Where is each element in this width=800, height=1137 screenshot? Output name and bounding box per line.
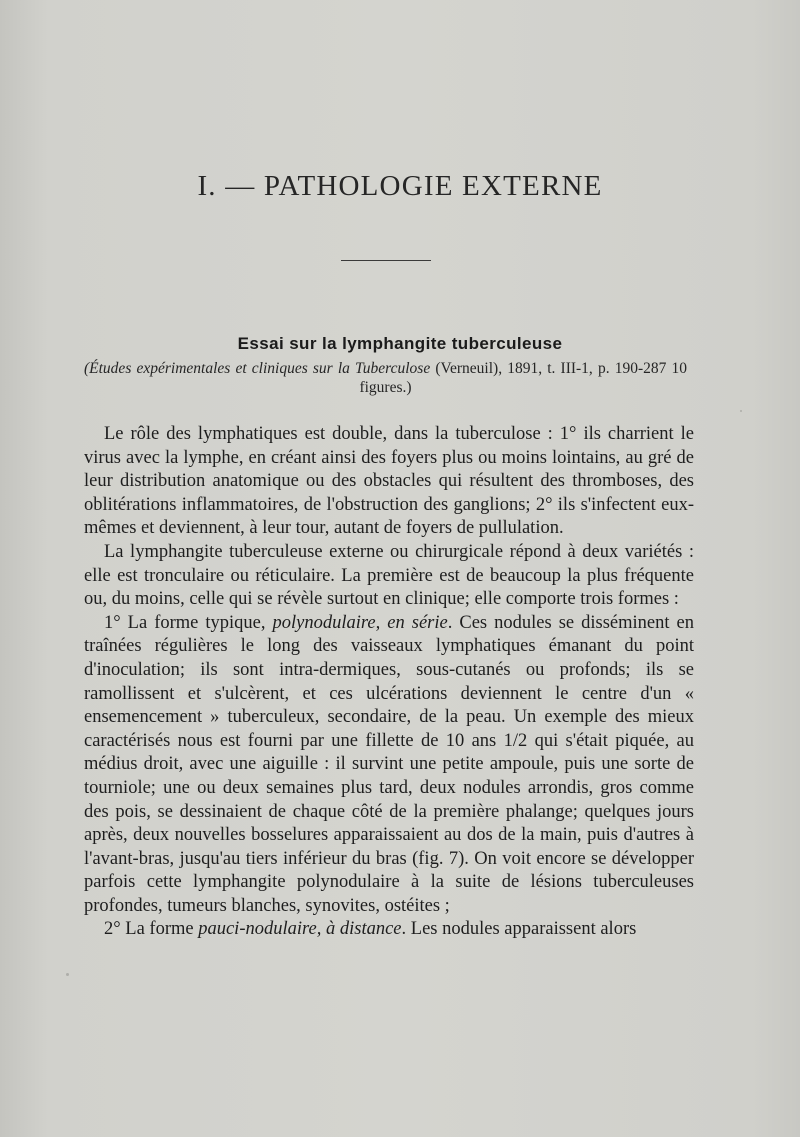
paragraph-1: Le rôle des lymphatiques est double, dans la tuberculose : 1° ils charrient le virus avec la lymphe, en créant ainsi des foyers plus ou moins lointains, au gré de leur distribution anatomique ou des obstacles qui résultent des thromboses, des oblitérations inflammatoires, de l'obstruction des ganglions; 2° ils s'infectent eux-mêmes et deviennent, à leur tour, autant de foyers de pullulation. [84, 424, 694, 539]
paragraph-4-lead: 2° La forme [104, 919, 199, 940]
body-text [84, 423, 694, 942]
citation-details: (Verneuil), 1891, t. III-1, p. 190-287 10 figures.) [359, 360, 687, 396]
paragraph-4-text: . Les nodules apparaissent alors [401, 919, 637, 940]
paragraph-3-emphasis: polynodulaire, en série [272, 612, 448, 633]
paragraph-2: La lymphangite tuberculeuse externe ou chirurgicale répond à deux variétés : elle est tronculaire ou réticulaire. La première est de beaucoup la plus fréquente ou, du moins, celle qui se révèle surtout en clinique; elle comporte trois formes : [84, 541, 694, 610]
essay-title: Essai sur la lymphangite tuberculeuse [237, 334, 563, 353]
section-title: I. — PATHOLOGIE EXTERNE [197, 170, 603, 202]
citation-source: (Études expérimentales et cliniques sur la Tuberculose [84, 360, 431, 377]
paragraph-4 [84, 918, 694, 942]
paper-speck [66, 973, 69, 976]
title-divider [341, 260, 431, 261]
essay-citation [84, 359, 687, 397]
paper-speck [740, 410, 742, 412]
paragraph-3-text: . Ces nodules se disséminent en traînées régulières le long des vaisseaux lymphatiques émanant du point d'inoculation; ils sont intra-dermiques, sous-cutanés ou profonds; ils se ramollissent et s'ulcèrent, et ces ulcérations deviennent le centre d'un « ensemencement » tuberculeux, secondaire, de la peau. Un exemple des mieux caractérisés nous est fourni par une fillette de 10 ans 1/2 qui s'était piquée, au médius droit, avec une aiguille : il survint une petite ampoule, puis une sorte de tourniole; une ou deux semaines plus tard, deux nodules arrondis, gros comme des pois, se dessinaient de chaque côté de la première phalange; quelques jours après, deux nouvelles bosselures apparaissaient au dos de la main, puis d'autres à l'avant-bras, jusqu'au tiers inférieur du bras (fig. 7). On voit encore se développer parfois cette lymphangite polynodulaire à la suite de lésions tuberculeuses profondes, tumeurs blanches, synovites, ostéites ; [84, 612, 695, 916]
paragraph-4-emphasis: pauci-nodulaire, à distance [198, 919, 402, 940]
paragraph-3-lead: 1° La forme typique, [104, 612, 273, 633]
paragraph-3 [84, 612, 694, 919]
